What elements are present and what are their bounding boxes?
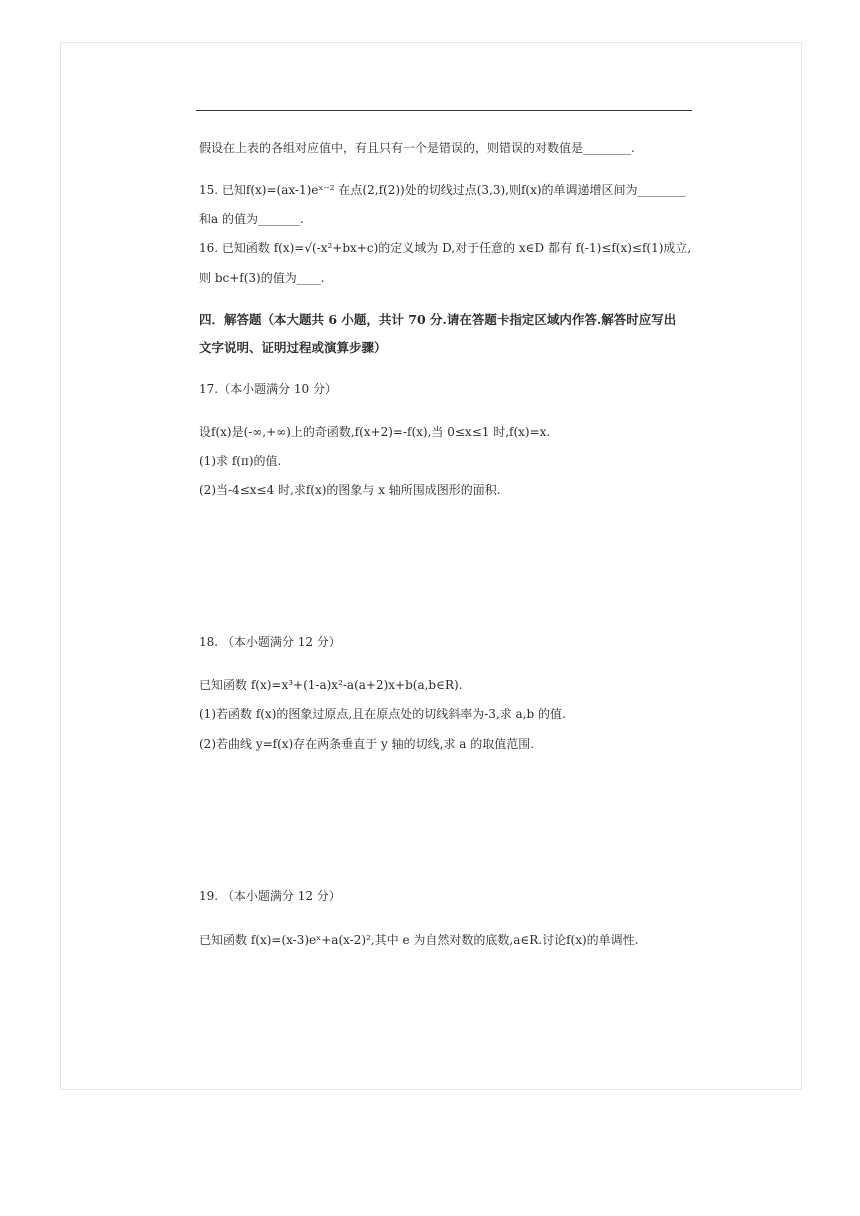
section-heading-line-2: 文字说明、证明过程或演算步骤） bbox=[199, 340, 387, 355]
q17-header: 17.（本小题满分 10 分） bbox=[199, 382, 337, 396]
q17-body: 设f(x)是(-∞,+∞)上的奇函数,f(x+2)=-f(x),当 0≤x≤1 时,f(x)=x. bbox=[199, 425, 551, 439]
q18-part-1: (1)若函数 f(x)的图象过原点,且在原点处的切线斜率为-3,求 a,b 的值. bbox=[199, 707, 566, 721]
q16-line-2: 则 bc+f(3)的值为____. bbox=[199, 271, 325, 285]
header-rule bbox=[196, 110, 692, 111]
q19-header: 19. （本小题满分 12 分） bbox=[199, 889, 341, 903]
q15-line-1: 15. 已知f(x)=(ax-1)eˣ⁻² 在点(2,f(2))处的切线过点(3,3),则f(x)的单调递增区间为________ bbox=[199, 183, 686, 197]
q17-part-1: (1)求 f(π)的值. bbox=[199, 454, 282, 468]
q16-line-1: 16. 已知函数 f(x)=√(-x²+bx+c)的定义域为 D,对于任意的 x∈D 都有 f(-1)≤f(x)≤f(1)成立, bbox=[199, 241, 692, 255]
q17-part-2: (2)当-4≤x≤4 时,求f(x)的图象与 x 轴所围成图形的面积. bbox=[199, 483, 501, 497]
q14-tail-line: 假设在上表的各组对应值中，有且只有一个是错误的，则错误的对数值是________. bbox=[199, 141, 635, 155]
q18-body: 已知函数 f(x)=x³+(1-a)x²-a(a+2)x+b(a,b∈R). bbox=[199, 678, 463, 692]
q18-part-2: (2)若曲线 y=f(x)存在两条垂直于 y 轴的切线,求 a 的取值范围. bbox=[199, 737, 535, 751]
q18-header: 18. （本小题满分 12 分） bbox=[199, 635, 341, 649]
section-heading-line-1: 四．解答题（本大题共 6 小题，共计 70 分.请在答题卡指定区域内作答.解答时应写出 bbox=[199, 312, 677, 327]
q19-body: 已知函数 f(x)=(x-3)eˣ+a(x-2)²,其中 e 为自然对数的底数,a∈R.讨论f(x)的单调性. bbox=[199, 933, 639, 947]
q15-line-2: 和a 的值为_______. bbox=[199, 212, 304, 226]
